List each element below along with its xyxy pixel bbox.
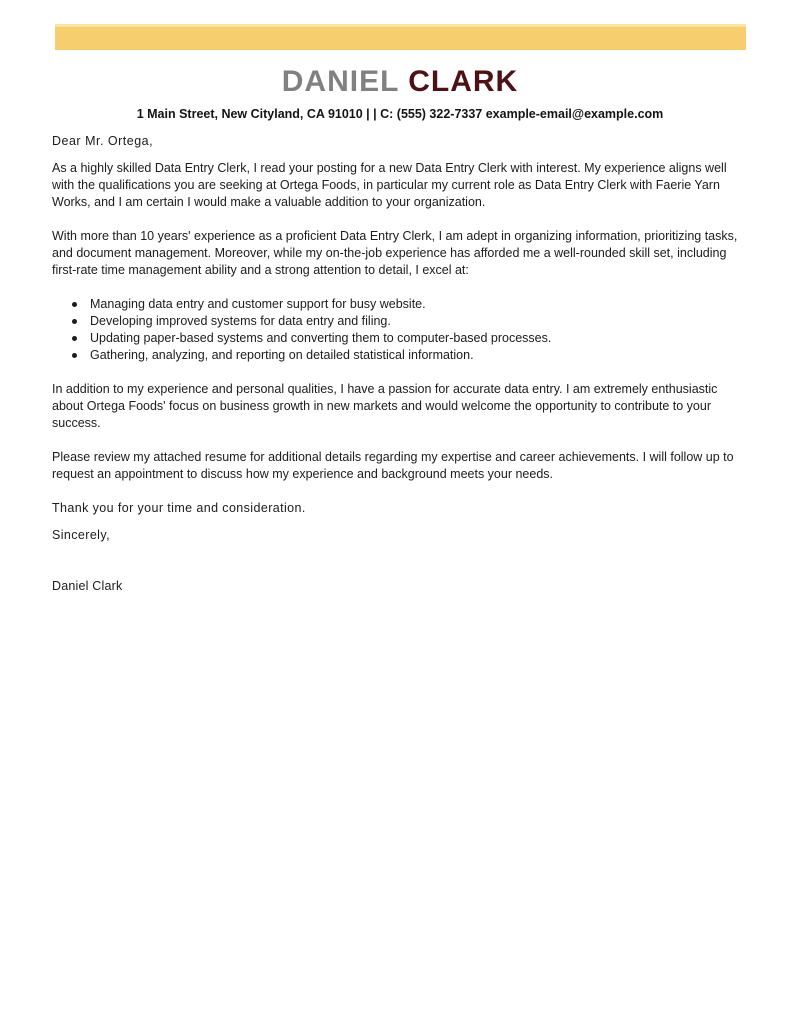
list-item (52, 347, 746, 364)
contact-info: 1 Main Street, New Cityland, CA 91010 | | C: (555) 322-7337 example-email@example.com (136, 107, 664, 121)
salutation: Dear Mr. Ortega, (52, 134, 154, 148)
paragraph-intro: As a highly skilled Data Entry Clerk, I read your posting for a new Data Entry Clerk with interest. My experience aligns well with the qualifications you are seeking at Ortega Foods, in particular my current role as Data Entry Clerk with Faerie Yarn Works, and I am certain I would make a valuable addition to your organization. (52, 161, 727, 209)
accent-bar (55, 24, 746, 50)
paragraph-experience: With more than 10 years' experience as a proficient Data Entry Clerk, I am adept in organizing information, prioritizing tasks, and document management. Moreover, while my on-the-job experience has afforded me a well-rounded skill set, including first-rate time management ability and a strong attention to detail, I excel at: (52, 229, 738, 277)
bullet-icon (72, 336, 77, 341)
list-item-text: Developing improved systems for data entry and filing. (90, 314, 391, 328)
letter-body (52, 133, 746, 595)
signature-name: Daniel Clark (52, 579, 123, 593)
candidate-name (0, 65, 800, 99)
list-item-text: Gathering, analyzing, and reporting on detailed statistical information. (90, 348, 474, 362)
thanks-line: Thank you for your time and consideration. (52, 501, 306, 515)
list-item (52, 313, 746, 330)
list-item (52, 330, 746, 347)
bullet-icon (72, 319, 77, 324)
candidate-first-name: DANIEL (281, 65, 399, 98)
bullet-icon (72, 302, 77, 307)
paragraph-resume: Please review my attached resume for additional details regarding my expertise and career achievements. I will follow up to request an appointment to discuss how my experience and background meets your needs. (52, 450, 734, 481)
valediction: Sincerely, (52, 528, 110, 542)
skills-list (52, 296, 746, 364)
candidate-last-name: CLARK (408, 65, 519, 98)
list-item-text: Managing data entry and customer support for busy website. (90, 297, 426, 311)
list-item-text: Updating paper-based systems and converting them to computer-based processes. (90, 331, 552, 345)
paragraph-passion: In addition to my experience and personal qualities, I have a passion for accurate data entry. I am extremely enthusiastic about Ortega Foods' focus on business growth in new markets and would welcome the opportunity to contribute to your success. (52, 382, 718, 430)
list-item (52, 296, 746, 313)
bullet-icon (72, 353, 77, 358)
